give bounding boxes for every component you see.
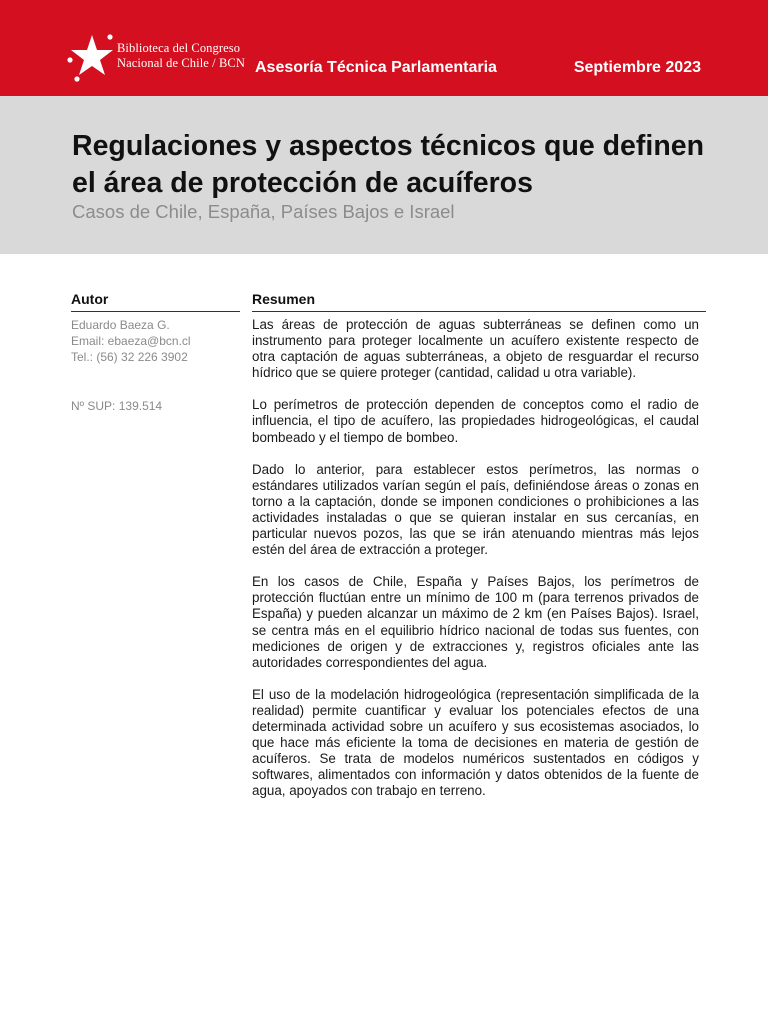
author-name: Eduardo Baeza G. xyxy=(71,318,170,332)
author-info xyxy=(71,317,246,365)
star-with-dots-icon xyxy=(66,34,114,82)
summary-paragraph: El uso de la modelación hidrogeológica (representación simplificada de la realidad) permite cuantificar y evaluar los potenciales efectos de una determinada actividad sobre un acuífero y sus ecosistemas asociados, lo que hace más eficiente la toma de decisiones en materia de gestión de acuíferos. Se trata de modelos numéricos sustentados en códigos y softwares, alimentados con información y datos obtenidos de la fuente de agua, apoyados con trabajo en terreno. xyxy=(252,686,699,799)
author-phone: Tel.: (56) 32 226 3902 xyxy=(71,350,188,364)
summary-paragraph: En los casos de Chile, España y Países Bajos, los perímetros de protección fluctúan entre un mínimo de 100 m (para terrenos privados de España) y pueden alcanzar un máximo de 2 km (en Países Bajos). Israel, se centra más en el equilibrio hídrico nacional de todas sus fuentes, con mediciones de origen y de extracciones y, registros oficiales ante las autoridades correspondientes del agua. xyxy=(252,574,699,670)
summary-paragraph: Las áreas de protección de aguas subterráneas se definen como un instrumento para proteger localmente un acuífero existente respecto de otra captación de aguas subterráneas, a objeto de resguardar el recurso hídrico que se quiere proteger (cantidad, calidad u otra variable). xyxy=(252,317,699,381)
author-email: Email: ebaeza@bcn.cl xyxy=(71,334,191,348)
summary-paragraph: Lo perímetros de protección dependen de conceptos como el radio de influencia, el tipo de acuífero, las propiedades hidrogeológicas, el caudal bombeado y el tiempo de bombeo. xyxy=(252,397,699,445)
logo-text-line2: Nacional de Chile / BCN xyxy=(117,56,245,70)
summary-body xyxy=(252,317,699,815)
document-title: Regulaciones y aspectos técnicos que definen el área de protección de acuíferos xyxy=(72,130,704,199)
author-heading: Autor xyxy=(71,291,240,312)
bcn-logo xyxy=(66,34,246,84)
header-date: Septiembre 2023 xyxy=(573,59,701,76)
logo-text xyxy=(117,41,245,71)
summary-heading: Resumen xyxy=(252,291,706,312)
sup-number: Nº SUP: 139.514 xyxy=(71,399,163,413)
logo-text-line1: Biblioteca del Congreso xyxy=(117,41,241,55)
document-subtitle: Casos de Chile, España, Países Bajos e Israel xyxy=(72,201,455,222)
summary-paragraph: Dado lo anterior, para establecer estos perímetros, las normas o estándares utilizados varían según el país, definiéndose áreas o zonas en torno a la captación, donde se imponen condiciones o prohibiciones a las actividades instaladas o que se quieran instalar en sus cercanías, en particular nuevos pozos, las que se irán atenuando mientras más lejos estén del área de extracción a proteger. xyxy=(252,461,699,558)
header-unit-label: Asesoría Técnica Parlamentaria xyxy=(255,59,497,76)
